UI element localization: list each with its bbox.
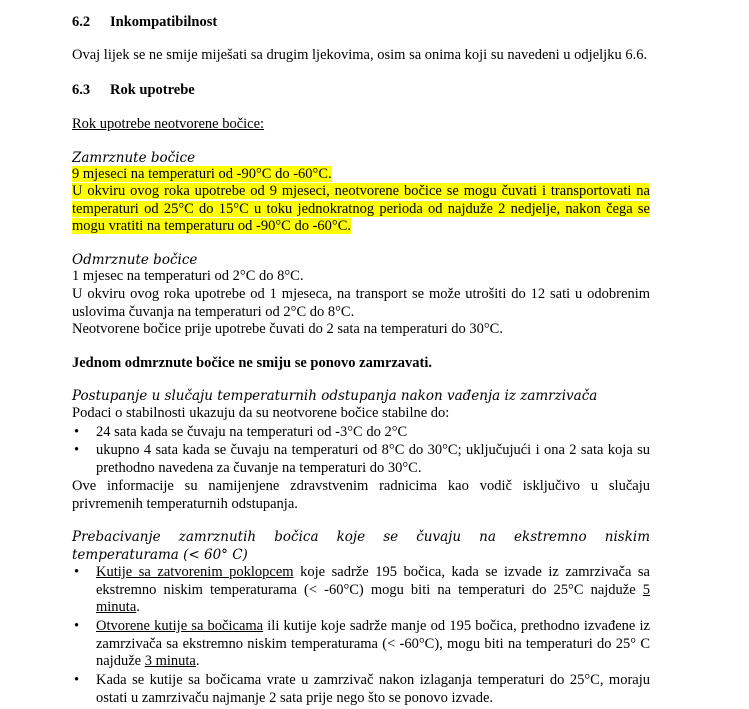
thawed-vials-line-3: Neotvorene bočice prije upotrebe čuvati do 2 sata na temperaturi do 30°C. [72,321,503,337]
closed-boxes-time: 5 minuta [96,581,650,615]
list-item-text-content: ukupno 4 sata kada se čuvaju na temperaturi od 8°C do 30°C; uključujući i ona 2 sata koja su prethodno navedena za čuvanje na temperaturi do 30°C. [96,442,650,476]
bullet-glyph: • [74,618,80,634]
temperature-deviation-heading: Postupanje u slučaju temperaturnih odstupanja nakon vađenja iz zamrzivača [72,388,598,404]
open-boxes-end: . [195,653,200,669]
bullet-glyph: • [74,564,80,580]
thawed-vials-line-2: U okviru ovog roka upotrebe od 1 mjeseca, na transport se može utrošiti do 12 sati u odobrenim uslovima čuvanja na temperaturi od 2°C do 8°C. [72,286,650,320]
open-boxes-term: Otvorene kutije sa bočicama [96,618,264,634]
highlight: 9 mjeseci na temperaturi od -90°C do -60°C. [72,166,332,182]
list-item [72,424,650,442]
open-boxes-text: ili kutije koje sadrže manje od 195 bočica, prethodno izvađene iz zamrzivača sa ekstremno niskim temperaturama (< -60°C), mogu biti na temperaturi do 25° C najduže [96,618,650,669]
bullet-glyph: • [74,424,80,440]
list-item [72,672,650,707]
closed-boxes-text: koje sadrže 195 bočica, kada se izvade iz zamrzivača sa ekstremno niskim temperaturama (< -60°C) mogu biti na temperaturi do 25°C najduže [96,564,650,598]
closed-boxes-end: . [136,599,140,615]
list-item-text [96,442,650,477]
section-number: 6.3 [72,82,91,98]
section-6-3-heading [72,82,195,100]
frozen-vials-heading: Zamrznute bočice [72,150,196,166]
closed-boxes-term: Kutije sa zatvorenim poklopcem [96,564,294,580]
bullet-glyph: • [74,442,80,458]
section-number: 6.2 [72,14,91,30]
list-item-text: Kada se kutije sa bočicama vrate u zamrzivač nakon izlaganja temperaturi do 25°C, moraju ostati u zamrzivaču najmanje 2 sata prije nego što se ponovo izvade. [96,672,650,706]
list-item-text [96,564,650,617]
incompatibility-text: Ovaj lijek se ne smije miješati sa drugim ljekovima, osim sa onima koji su navedeni u odjeljku 6.6. [72,47,648,63]
list-item-text [96,618,650,671]
open-boxes-time: 3 minuta [144,653,196,669]
no-refreeze-warning: Jednom odmrznute bočice ne smiju se ponovo zamrzavati. [72,355,433,371]
list-item [72,564,650,617]
deviation-note: Ove informacije su namijenjene zdravstvenim radnicima kao vodič isključivo u slučaju privremenih temperaturnih odstupanja. [72,478,650,512]
frozen-vials-line-2 [72,183,650,236]
thawed-vials-line-1: 1 mjesec na temperaturi od 2°C do 8°C. [72,268,304,284]
list-item [72,442,650,477]
shelf-life-subheading: Rok upotrebe neotvorene bočice: [72,116,265,132]
section-title: Rok upotrebe [110,82,195,98]
section-6-2-heading [72,14,217,32]
frozen-vials-line-1 [72,166,650,184]
list-item [72,618,650,671]
highlight: U okviru ovog roka upotrebe od 9 mjeseci, neotvorene bočice se mogu čuvati i transportovati na temperaturi od 25°C do 15°C u toku jednokratnog perioda od najduže 2 nedjelje, nakon čega se mogu vratiti na temperaturu od -90°C do -60°C. [72,183,650,234]
bullet-glyph: • [74,672,80,688]
stability-intro: Podaci o stabilnosti ukazuju da su neotvorene bočice stabilne do: [72,405,450,421]
section-title: Inkompatibilnost [110,14,218,30]
list-item-text: 24 sata kada se čuvaju na temperaturi od -3°C do 2°C [96,424,408,440]
ultra-low-transfer-heading: Prebacivanje zamrznutih bočica koje se čuvaju na ekstremno niskim temperaturama (< 60° C) [72,529,650,563]
thawed-vials-heading: Odmrznute bočice [72,252,198,268]
